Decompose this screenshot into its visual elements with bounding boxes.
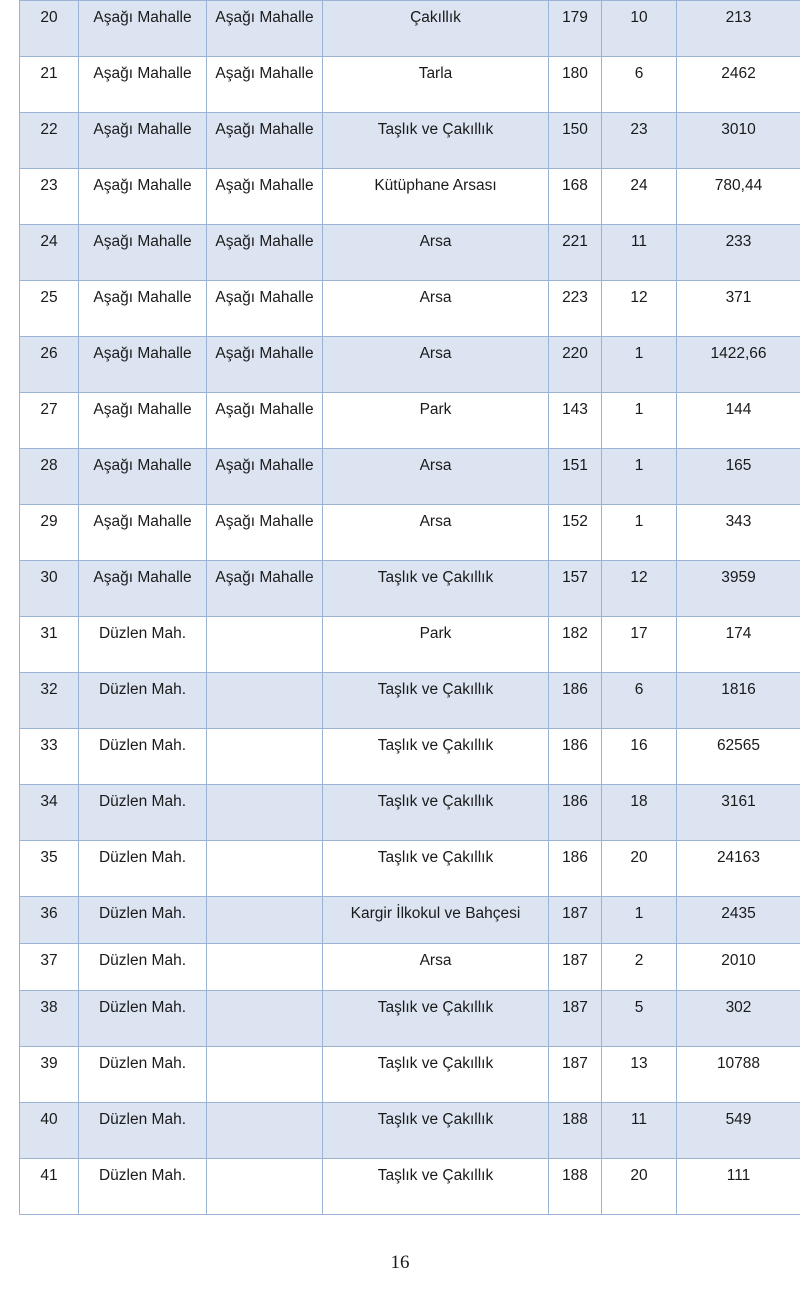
cell-nitelik: Taşlık ve Çakıllık (323, 1159, 549, 1215)
cell-ada: 186 (549, 785, 602, 841)
cell-parsel: 1 (602, 337, 677, 393)
cell-mevki (207, 897, 323, 944)
cell-no: 37 (20, 944, 79, 991)
cell-nitelik: Arsa (323, 225, 549, 281)
cell-mevki: Aşağı Mahalle (207, 505, 323, 561)
cell-ada: 150 (549, 113, 602, 169)
cell-mahalle: Aşağı Mahalle (79, 281, 207, 337)
cell-alan: 144 (677, 393, 800, 449)
cell-parsel: 6 (602, 57, 677, 113)
cell-alan: 1816 (677, 673, 800, 729)
cell-alan: 343 (677, 505, 800, 561)
cell-nitelik: Kargir İlkokul ve Bahçesi (323, 897, 549, 944)
cell-mahalle: Düzlen Mah. (79, 617, 207, 673)
cell-no: 26 (20, 337, 79, 393)
cell-no: 40 (20, 1103, 79, 1159)
cell-mevki (207, 729, 323, 785)
cell-nitelik: Kütüphane Arsası (323, 169, 549, 225)
cell-mahalle: Düzlen Mah. (79, 1047, 207, 1103)
cell-ada: 182 (549, 617, 602, 673)
table-row (20, 1047, 800, 1103)
cell-nitelik: Çakıllık (323, 1, 549, 57)
cell-no: 31 (20, 617, 79, 673)
cell-mevki: Aşağı Mahalle (207, 393, 323, 449)
cell-parsel: 1 (602, 449, 677, 505)
cell-parsel: 20 (602, 841, 677, 897)
cell-parsel: 11 (602, 1103, 677, 1159)
cell-nitelik: Taşlık ve Çakıllık (323, 841, 549, 897)
cell-mahalle: Aşağı Mahalle (79, 169, 207, 225)
cell-alan: 10788 (677, 1047, 800, 1103)
cell-no: 20 (20, 1, 79, 57)
property-table (19, 0, 800, 1215)
table-row (20, 113, 800, 169)
cell-nitelik: Arsa (323, 281, 549, 337)
table-row (20, 1159, 800, 1215)
cell-nitelik: Taşlık ve Çakıllık (323, 991, 549, 1047)
cell-alan: 549 (677, 1103, 800, 1159)
cell-mevki: Aşağı Mahalle (207, 169, 323, 225)
cell-parsel: 10 (602, 1, 677, 57)
cell-no: 29 (20, 505, 79, 561)
cell-parsel: 24 (602, 169, 677, 225)
cell-ada: 187 (549, 897, 602, 944)
table-row (20, 281, 800, 337)
table-row (20, 449, 800, 505)
cell-ada: 151 (549, 449, 602, 505)
cell-mevki (207, 841, 323, 897)
cell-ada: 221 (549, 225, 602, 281)
cell-nitelik: Arsa (323, 505, 549, 561)
cell-no: 35 (20, 841, 79, 897)
cell-nitelik: Taşlık ve Çakıllık (323, 561, 549, 617)
cell-nitelik: Arsa (323, 449, 549, 505)
cell-nitelik: Taşlık ve Çakıllık (323, 1047, 549, 1103)
cell-nitelik: Park (323, 393, 549, 449)
cell-mevki (207, 785, 323, 841)
cell-parsel: 1 (602, 393, 677, 449)
cell-parsel: 5 (602, 991, 677, 1047)
cell-no: 21 (20, 57, 79, 113)
cell-parsel: 1 (602, 897, 677, 944)
cell-alan: 165 (677, 449, 800, 505)
cell-parsel: 12 (602, 281, 677, 337)
cell-nitelik: Arsa (323, 944, 549, 991)
cell-no: 30 (20, 561, 79, 617)
cell-alan: 371 (677, 281, 800, 337)
cell-alan: 3161 (677, 785, 800, 841)
cell-mevki: Aşağı Mahalle (207, 281, 323, 337)
table-row (20, 337, 800, 393)
cell-mevki (207, 617, 323, 673)
cell-ada: 168 (549, 169, 602, 225)
cell-nitelik: Arsa (323, 337, 549, 393)
cell-mevki: Aşağı Mahalle (207, 113, 323, 169)
cell-alan: 3959 (677, 561, 800, 617)
cell-parsel: 2 (602, 944, 677, 991)
cell-alan: 24163 (677, 841, 800, 897)
cell-parsel: 18 (602, 785, 677, 841)
cell-ada: 186 (549, 673, 602, 729)
cell-mevki (207, 1103, 323, 1159)
cell-no: 25 (20, 281, 79, 337)
table-row (20, 841, 800, 897)
cell-parsel: 11 (602, 225, 677, 281)
cell-alan: 3010 (677, 113, 800, 169)
cell-mevki (207, 673, 323, 729)
cell-no: 27 (20, 393, 79, 449)
table-row (20, 169, 800, 225)
cell-alan: 302 (677, 991, 800, 1047)
cell-alan: 780,44 (677, 169, 800, 225)
table-row (20, 991, 800, 1047)
cell-no: 41 (20, 1159, 79, 1215)
cell-mahalle: Aşağı Mahalle (79, 113, 207, 169)
cell-no: 39 (20, 1047, 79, 1103)
cell-mahalle: Düzlen Mah. (79, 1103, 207, 1159)
cell-ada: 220 (549, 337, 602, 393)
cell-ada: 187 (549, 944, 602, 991)
cell-no: 38 (20, 991, 79, 1047)
cell-mahalle: Düzlen Mah. (79, 785, 207, 841)
cell-alan: 1422,66 (677, 337, 800, 393)
cell-alan: 111 (677, 1159, 800, 1215)
table-body (20, 1, 800, 1215)
cell-parsel: 1 (602, 505, 677, 561)
cell-alan: 213 (677, 1, 800, 57)
cell-nitelik: Taşlık ve Çakıllık (323, 785, 549, 841)
cell-ada: 186 (549, 729, 602, 785)
cell-alan: 233 (677, 225, 800, 281)
table-row (20, 1103, 800, 1159)
table-row (20, 57, 800, 113)
cell-parsel: 17 (602, 617, 677, 673)
cell-mahalle: Düzlen Mah. (79, 1159, 207, 1215)
cell-no: 33 (20, 729, 79, 785)
table-row (20, 617, 800, 673)
table-row (20, 225, 800, 281)
cell-no: 24 (20, 225, 79, 281)
cell-nitelik: Park (323, 617, 549, 673)
cell-ada: 187 (549, 991, 602, 1047)
table-row (20, 673, 800, 729)
cell-ada: 143 (549, 393, 602, 449)
cell-ada: 179 (549, 1, 602, 57)
cell-parsel: 23 (602, 113, 677, 169)
page-number: 16 (390, 1252, 410, 1273)
cell-nitelik: Taşlık ve Çakıllık (323, 1103, 549, 1159)
cell-no: 28 (20, 449, 79, 505)
cell-mahalle: Aşağı Mahalle (79, 225, 207, 281)
cell-mevki: Aşağı Mahalle (207, 337, 323, 393)
cell-mevki: Aşağı Mahalle (207, 1, 323, 57)
cell-ada: 180 (549, 57, 602, 113)
cell-mahalle: Düzlen Mah. (79, 897, 207, 944)
cell-nitelik: Taşlık ve Çakıllık (323, 729, 549, 785)
cell-mahalle: Aşağı Mahalle (79, 561, 207, 617)
table-row (20, 1, 800, 57)
cell-mahalle: Aşağı Mahalle (79, 449, 207, 505)
cell-alan: 2462 (677, 57, 800, 113)
cell-parsel: 16 (602, 729, 677, 785)
cell-mevki (207, 991, 323, 1047)
cell-mevki: Aşağı Mahalle (207, 225, 323, 281)
cell-ada: 223 (549, 281, 602, 337)
cell-nitelik: Taşlık ve Çakıllık (323, 113, 549, 169)
cell-mahalle: Düzlen Mah. (79, 944, 207, 991)
cell-nitelik: Tarla (323, 57, 549, 113)
cell-mahalle: Düzlen Mah. (79, 991, 207, 1047)
cell-mevki (207, 944, 323, 991)
cell-mahalle: Aşağı Mahalle (79, 57, 207, 113)
cell-mahalle: Düzlen Mah. (79, 729, 207, 785)
cell-mevki: Aşağı Mahalle (207, 57, 323, 113)
cell-mevki: Aşağı Mahalle (207, 449, 323, 505)
cell-parsel: 13 (602, 1047, 677, 1103)
cell-no: 32 (20, 673, 79, 729)
cell-alan: 62565 (677, 729, 800, 785)
table-row (20, 505, 800, 561)
cell-nitelik: Taşlık ve Çakıllık (323, 673, 549, 729)
cell-no: 36 (20, 897, 79, 944)
cell-parsel: 20 (602, 1159, 677, 1215)
cell-mevki: Aşağı Mahalle (207, 561, 323, 617)
cell-alan: 174 (677, 617, 800, 673)
table-row (20, 944, 800, 991)
cell-no: 34 (20, 785, 79, 841)
table-row (20, 785, 800, 841)
table-row (20, 393, 800, 449)
cell-parsel: 12 (602, 561, 677, 617)
cell-parsel: 6 (602, 673, 677, 729)
table-row (20, 561, 800, 617)
cell-ada: 188 (549, 1159, 602, 1215)
cell-alan: 2435 (677, 897, 800, 944)
cell-no: 23 (20, 169, 79, 225)
cell-mahalle: Düzlen Mah. (79, 841, 207, 897)
cell-mahalle: Aşağı Mahalle (79, 337, 207, 393)
cell-mevki (207, 1159, 323, 1215)
cell-mahalle: Aşağı Mahalle (79, 1, 207, 57)
cell-ada: 157 (549, 561, 602, 617)
cell-no: 22 (20, 113, 79, 169)
table-row (20, 897, 800, 944)
cell-alan: 2010 (677, 944, 800, 991)
cell-mahalle: Düzlen Mah. (79, 673, 207, 729)
cell-ada: 186 (549, 841, 602, 897)
cell-mevki (207, 1047, 323, 1103)
cell-ada: 187 (549, 1047, 602, 1103)
cell-mahalle: Aşağı Mahalle (79, 505, 207, 561)
cell-mahalle: Aşağı Mahalle (79, 393, 207, 449)
table-row (20, 729, 800, 785)
cell-ada: 152 (549, 505, 602, 561)
cell-ada: 188 (549, 1103, 602, 1159)
